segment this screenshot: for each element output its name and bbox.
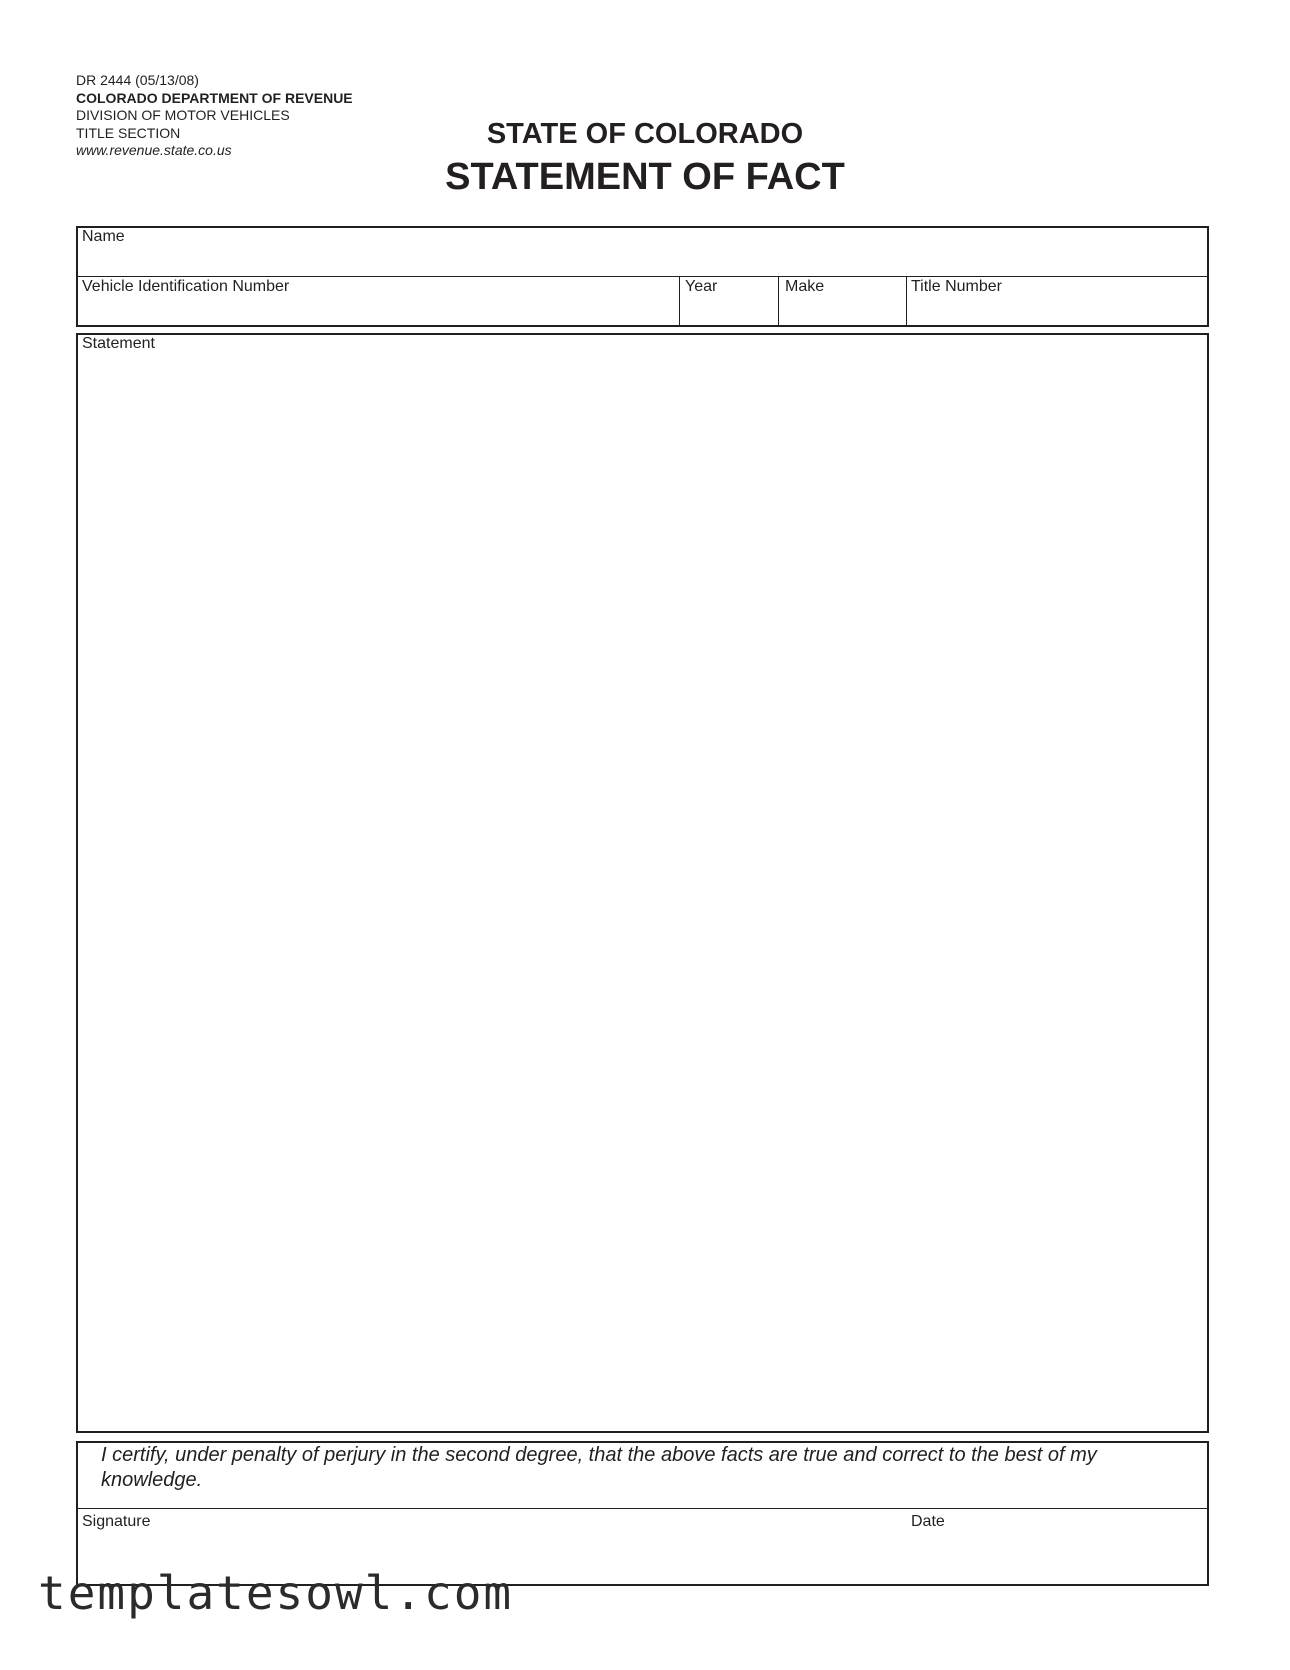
signature-label: Signature xyxy=(82,1513,151,1530)
statement-label: Statement xyxy=(82,335,155,352)
state-title: STATE OF COLORADO xyxy=(486,118,804,150)
form-header xyxy=(76,72,353,160)
vin-field[interactable] xyxy=(82,300,672,322)
form-number: DR 2444 (05/13/08) xyxy=(76,72,199,88)
statement-field[interactable] xyxy=(82,358,1202,1426)
vin-year-divider xyxy=(679,277,680,326)
year-label: Year xyxy=(685,278,718,295)
website-link[interactable]: www.revenue.state.co.us xyxy=(76,142,232,158)
division-name: DIVISION OF MOTOR VEHICLES xyxy=(76,107,290,123)
certification-divider xyxy=(77,1508,1208,1509)
department-name: COLORADO DEPARTMENT OF REVENUE xyxy=(76,89,353,106)
certification-text: I certify, under penalty of perjury in the second degree, that the above facts are true and correct to the best of my knowledge. xyxy=(101,1444,1097,1491)
section-name: TITLE SECTION xyxy=(76,124,181,141)
page-title: STATEMENT OF FACT xyxy=(445,156,845,198)
vin-label: Vehicle Identification Number xyxy=(82,278,290,295)
make-field[interactable] xyxy=(785,300,900,322)
name-label: Name xyxy=(82,228,125,245)
date-label: Date xyxy=(911,1513,945,1530)
year-field[interactable] xyxy=(685,300,773,322)
title-number-field[interactable] xyxy=(911,300,1201,322)
year-make-divider xyxy=(778,277,779,326)
site-watermark: templatesowl.com xyxy=(38,1566,514,1620)
date-field[interactable] xyxy=(911,1540,1201,1576)
title-number-label: Title Number xyxy=(911,278,1002,295)
make-label: Make xyxy=(785,278,825,295)
make-title-divider xyxy=(906,277,907,326)
name-field[interactable] xyxy=(82,250,1202,272)
vehicle-info-divider xyxy=(77,276,1208,277)
